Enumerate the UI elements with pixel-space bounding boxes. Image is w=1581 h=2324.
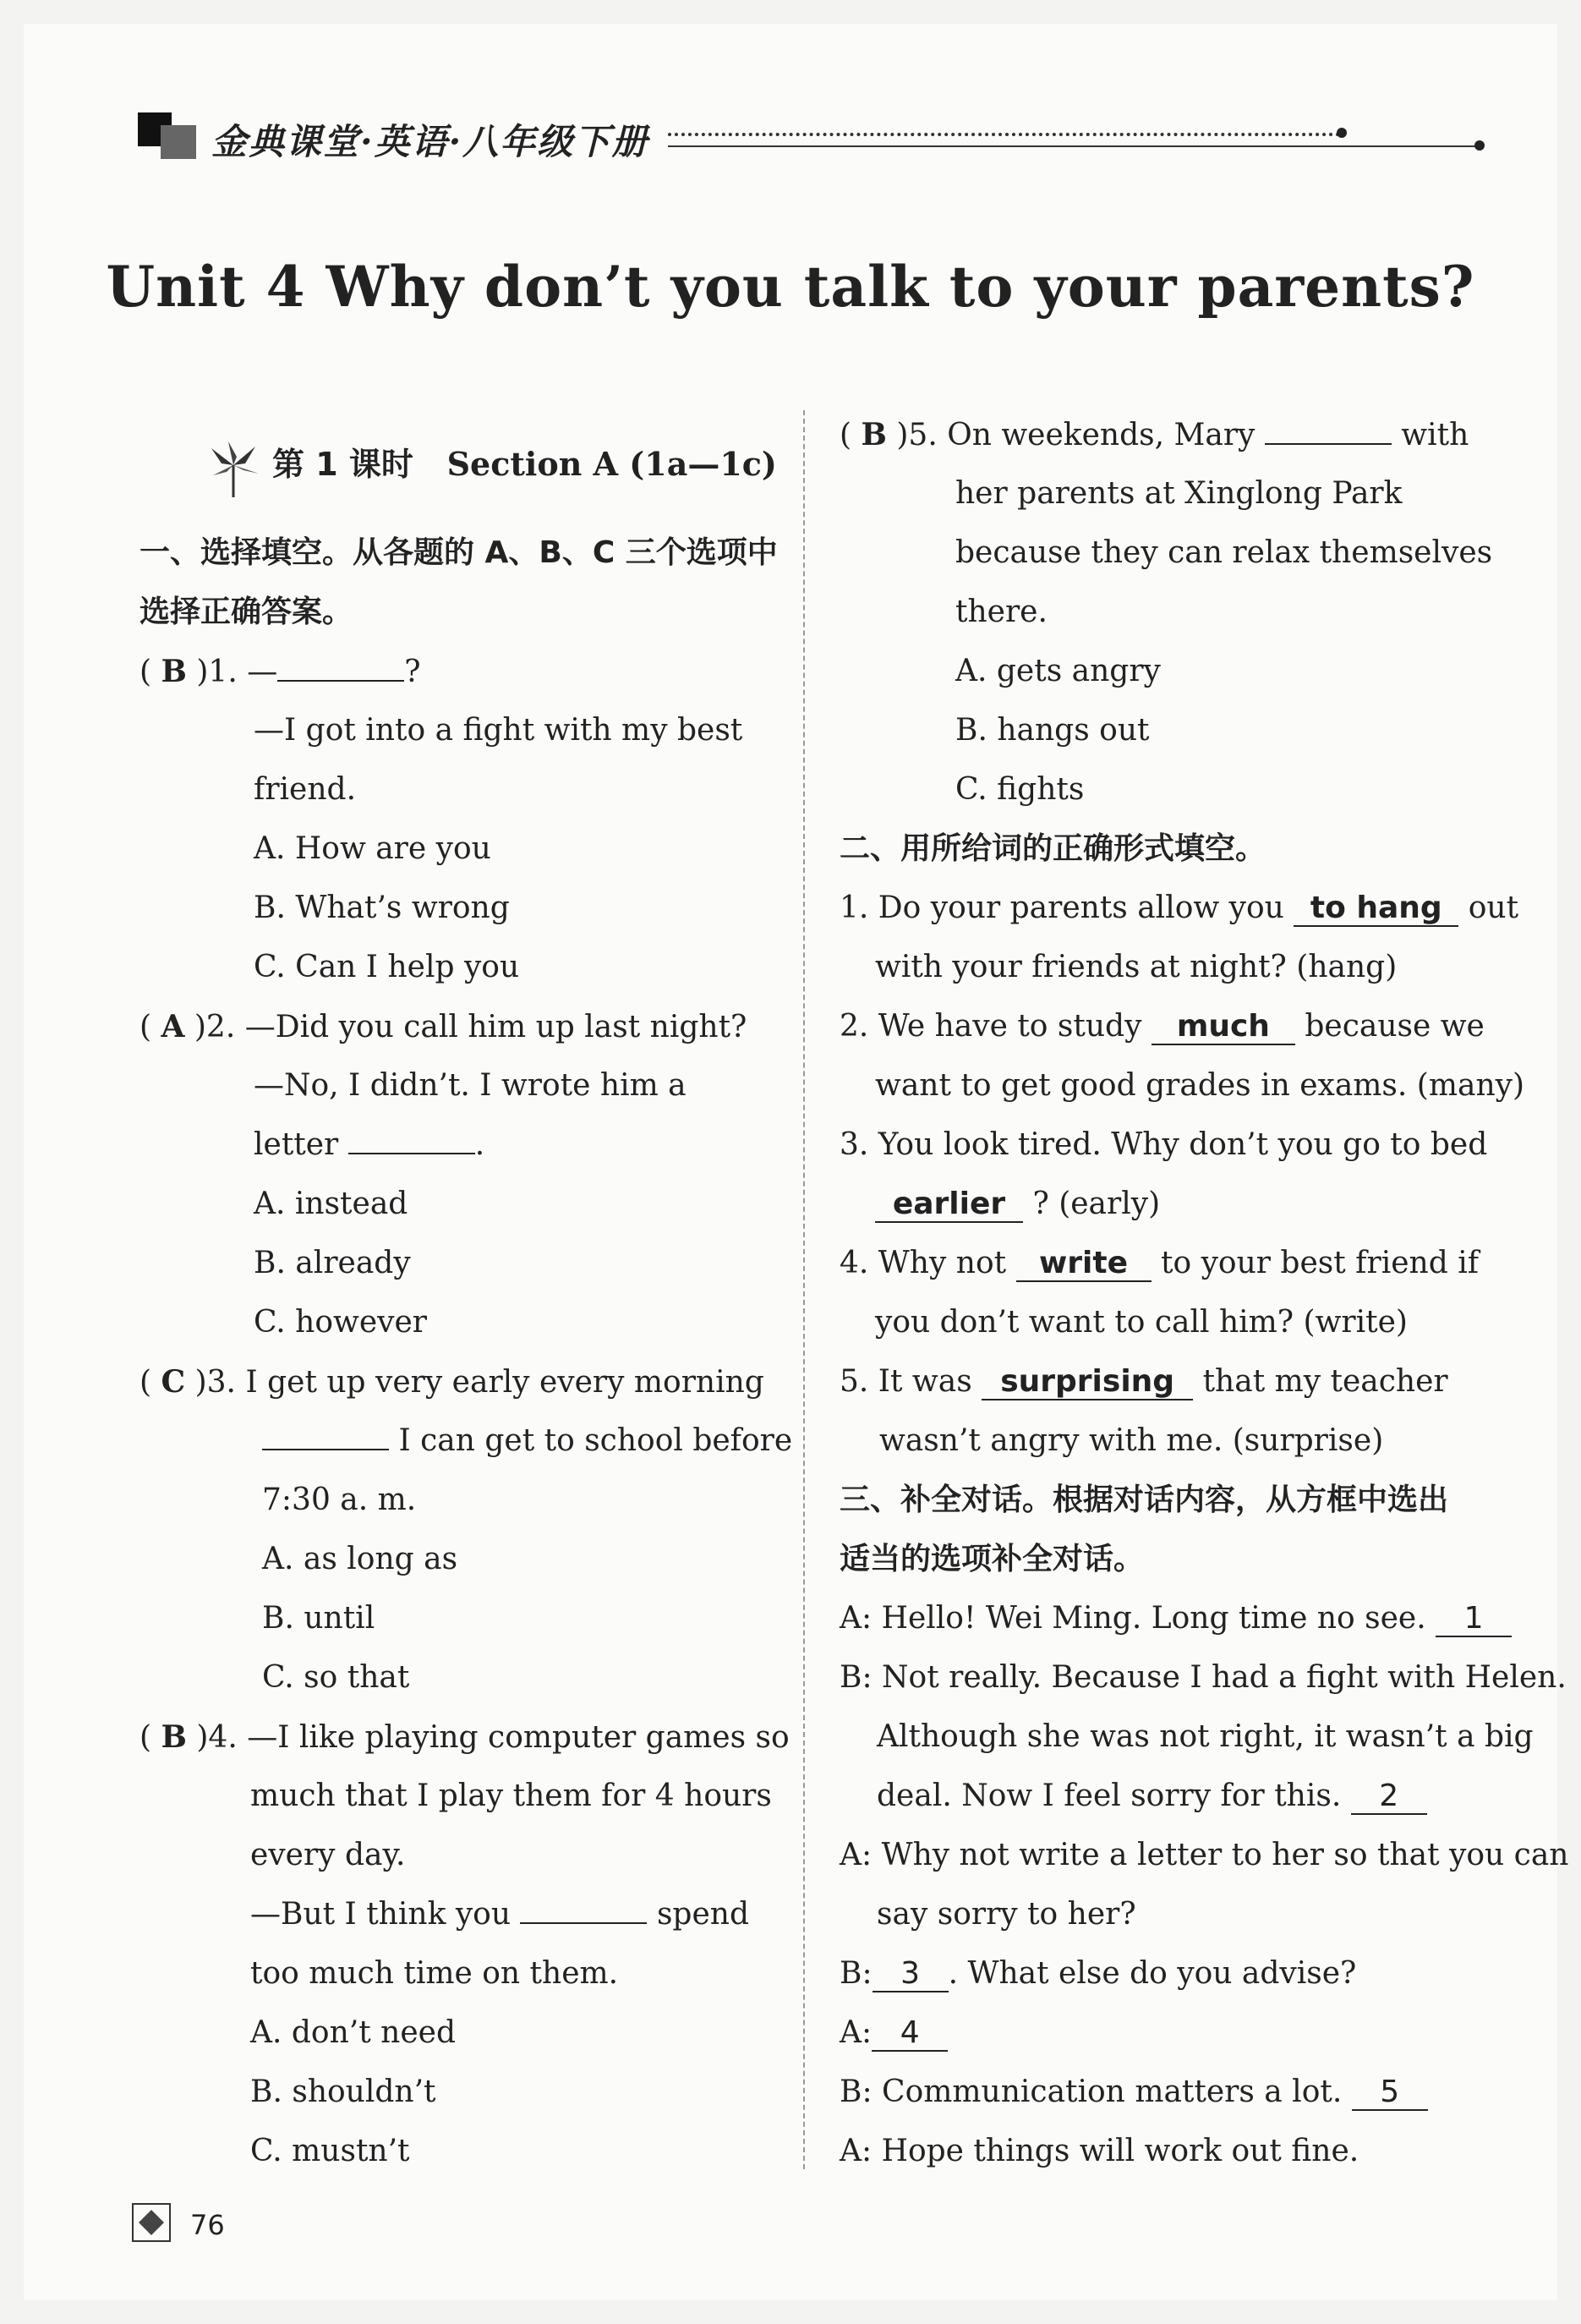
part2-heading: 二、用所给词的正确形式填空。 xyxy=(840,831,1266,866)
option-c: C. mustn’t xyxy=(250,2134,410,2168)
header-dotted-line xyxy=(668,133,1340,136)
lesson-section: Section A (1a—1c) xyxy=(446,445,777,483)
answer: C xyxy=(161,1364,186,1400)
lesson-label: 第 1 课时 xyxy=(272,446,413,483)
option-c: C. Can I help you xyxy=(254,950,520,984)
answer-blank xyxy=(262,1449,389,1450)
header-rule xyxy=(668,145,1475,147)
filled-blank: earlier xyxy=(875,1187,1023,1223)
option-a: A. How are you xyxy=(254,831,491,866)
option-c: C. fights xyxy=(955,772,1085,807)
question-3-line: I can get to school before xyxy=(262,1421,792,1461)
option-a: A. don’t need xyxy=(250,2015,456,2050)
part1-heading-line2: 选择正确答案。 xyxy=(140,595,353,629)
fill-question-2: 2. We have to study much because we xyxy=(840,1009,1485,1044)
part1-heading-line1: 一、选择填空。从各题的 A、B、C 三个选项中 xyxy=(140,535,778,570)
question-3-line: 7:30 a. m. xyxy=(262,1483,417,1517)
dialogue-line: B: 3 . What else do you advise? xyxy=(840,1956,1357,1991)
option-a: A. gets angry xyxy=(955,654,1161,688)
option-c: C. so that xyxy=(262,1660,410,1695)
fill-question-1: 1. Do your parents allow you to hang out xyxy=(840,891,1519,925)
question-2-line: letter . xyxy=(254,1127,485,1162)
question-2-line: —No, I didn’t. I wrote him a xyxy=(254,1068,687,1103)
column-divider xyxy=(803,410,805,2169)
question-3: ( C )3. I get up very early every morning xyxy=(140,1364,764,1400)
filled-blank: to hang xyxy=(1294,891,1458,927)
option-b: B. until xyxy=(262,1601,375,1636)
book-title: 金典课堂·英语·八年级下册 xyxy=(211,121,649,162)
dialogue-line: A: Hello! Wei Ming. Long time no see. 1 xyxy=(840,1598,1512,1639)
question-4-line: —But I think you spend xyxy=(250,1897,749,1932)
dialogue-line: B: Communication matters a lot. 5 xyxy=(840,2072,1428,2113)
dialogue-line: say sorry to her? xyxy=(877,1897,1136,1932)
part3-heading-line2: 适当的选项补全对话。 xyxy=(840,1542,1145,1576)
answer: B xyxy=(161,654,187,689)
option-b: B. already xyxy=(254,1246,411,1280)
answer: B xyxy=(161,1719,187,1755)
question-5: ( B )5. On weekends, Mary with xyxy=(840,417,1469,452)
question-5-line: because they can relax themselves xyxy=(955,535,1493,570)
fill-question-4: 4. Why not write to your best friend if xyxy=(840,1246,1480,1280)
part3-heading-line1: 三、补全对话。根据对话内容，从方框中选出 xyxy=(840,1483,1449,1517)
question-4-line: much that I play them for 4 hours xyxy=(250,1779,772,1813)
question-4: ( B )4. —I like playing computer games so xyxy=(140,1719,790,1755)
fill-question-3: 3. You look tired. Why don’t you go to bed xyxy=(840,1127,1488,1162)
option-c: C. however xyxy=(254,1305,427,1340)
fill-question-4-line: you don’t want to call him? (write) xyxy=(875,1305,1408,1340)
option-a: A. instead xyxy=(254,1187,408,1221)
question-2: ( A )2. —Did you call him up last night? xyxy=(140,1009,747,1044)
fill-question-2-line: want to get good grades in exams. (many) xyxy=(875,1068,1525,1103)
dialogue-line: A: Why not write a letter to her so that you can xyxy=(840,1838,1569,1872)
dialogue-blank: 5 xyxy=(1352,2075,1428,2111)
fill-question-1-line: with your friends at night? (hang) xyxy=(875,950,1398,984)
diamond-icon xyxy=(130,2201,172,2244)
answer-blank xyxy=(520,1922,647,1924)
lesson-heading xyxy=(272,438,777,485)
question-4-line: every day. xyxy=(250,1838,406,1872)
filled-blank: write xyxy=(1016,1247,1152,1282)
question-5-line: there. xyxy=(955,595,1048,629)
dialogue-line: A: Hope things will work out fine. xyxy=(840,2134,1359,2168)
dialogue-line: A: 4 xyxy=(840,2013,948,2053)
dialogue-blank: 4 xyxy=(872,2016,948,2052)
dialogue-blank: 3 xyxy=(873,1957,949,1992)
option-b: B. shouldn’t xyxy=(250,2075,436,2109)
dialogue-blank: 1 xyxy=(1436,1602,1512,1637)
option-b: B. hangs out xyxy=(955,713,1150,748)
question-1-line: friend. xyxy=(254,772,357,807)
dialogue-blank: 2 xyxy=(1351,1779,1427,1815)
question-5-line: her parents at Xinglong Park xyxy=(955,476,1403,511)
question-1-line: —I got into a fight with my best xyxy=(254,713,743,748)
question-1: ( B )1. — ? xyxy=(140,654,421,689)
dialogue-line: Although she was not right, it wasn’t a big xyxy=(877,1719,1534,1754)
answer: A xyxy=(161,1009,185,1044)
answer-blank xyxy=(277,680,404,682)
unit-title: Unit 4 Why don’t you talk to your parents? xyxy=(106,254,1475,320)
answer: B xyxy=(861,417,887,452)
answer-blank xyxy=(348,1153,475,1154)
filled-blank: much xyxy=(1152,1010,1295,1045)
option-b: B. What’s wrong xyxy=(254,891,510,925)
filled-blank: surprising xyxy=(982,1365,1193,1400)
header-dot xyxy=(1337,128,1347,138)
question-4-line: too much time on them. xyxy=(250,1956,619,1991)
fill-question-3-line: earlier ? (early) xyxy=(875,1184,1160,1225)
header-dot xyxy=(1474,140,1485,151)
fill-question-5-line: wasn’t angry with me. (surprise) xyxy=(879,1423,1384,1458)
fill-question-5: 5. It was surprising that my teacher xyxy=(840,1364,1448,1399)
dialogue-line: deal. Now I feel sorry for this. 2 xyxy=(877,1776,1427,1817)
dialogue-line: B: Not really. Because I had a fight with Helen. xyxy=(840,1660,1567,1695)
option-a: A. as long as xyxy=(262,1542,458,1576)
leaf-icon xyxy=(203,431,265,499)
page-number: 76 xyxy=(190,2209,225,2241)
header-block-gray xyxy=(161,125,196,159)
answer-blank xyxy=(1265,443,1392,445)
